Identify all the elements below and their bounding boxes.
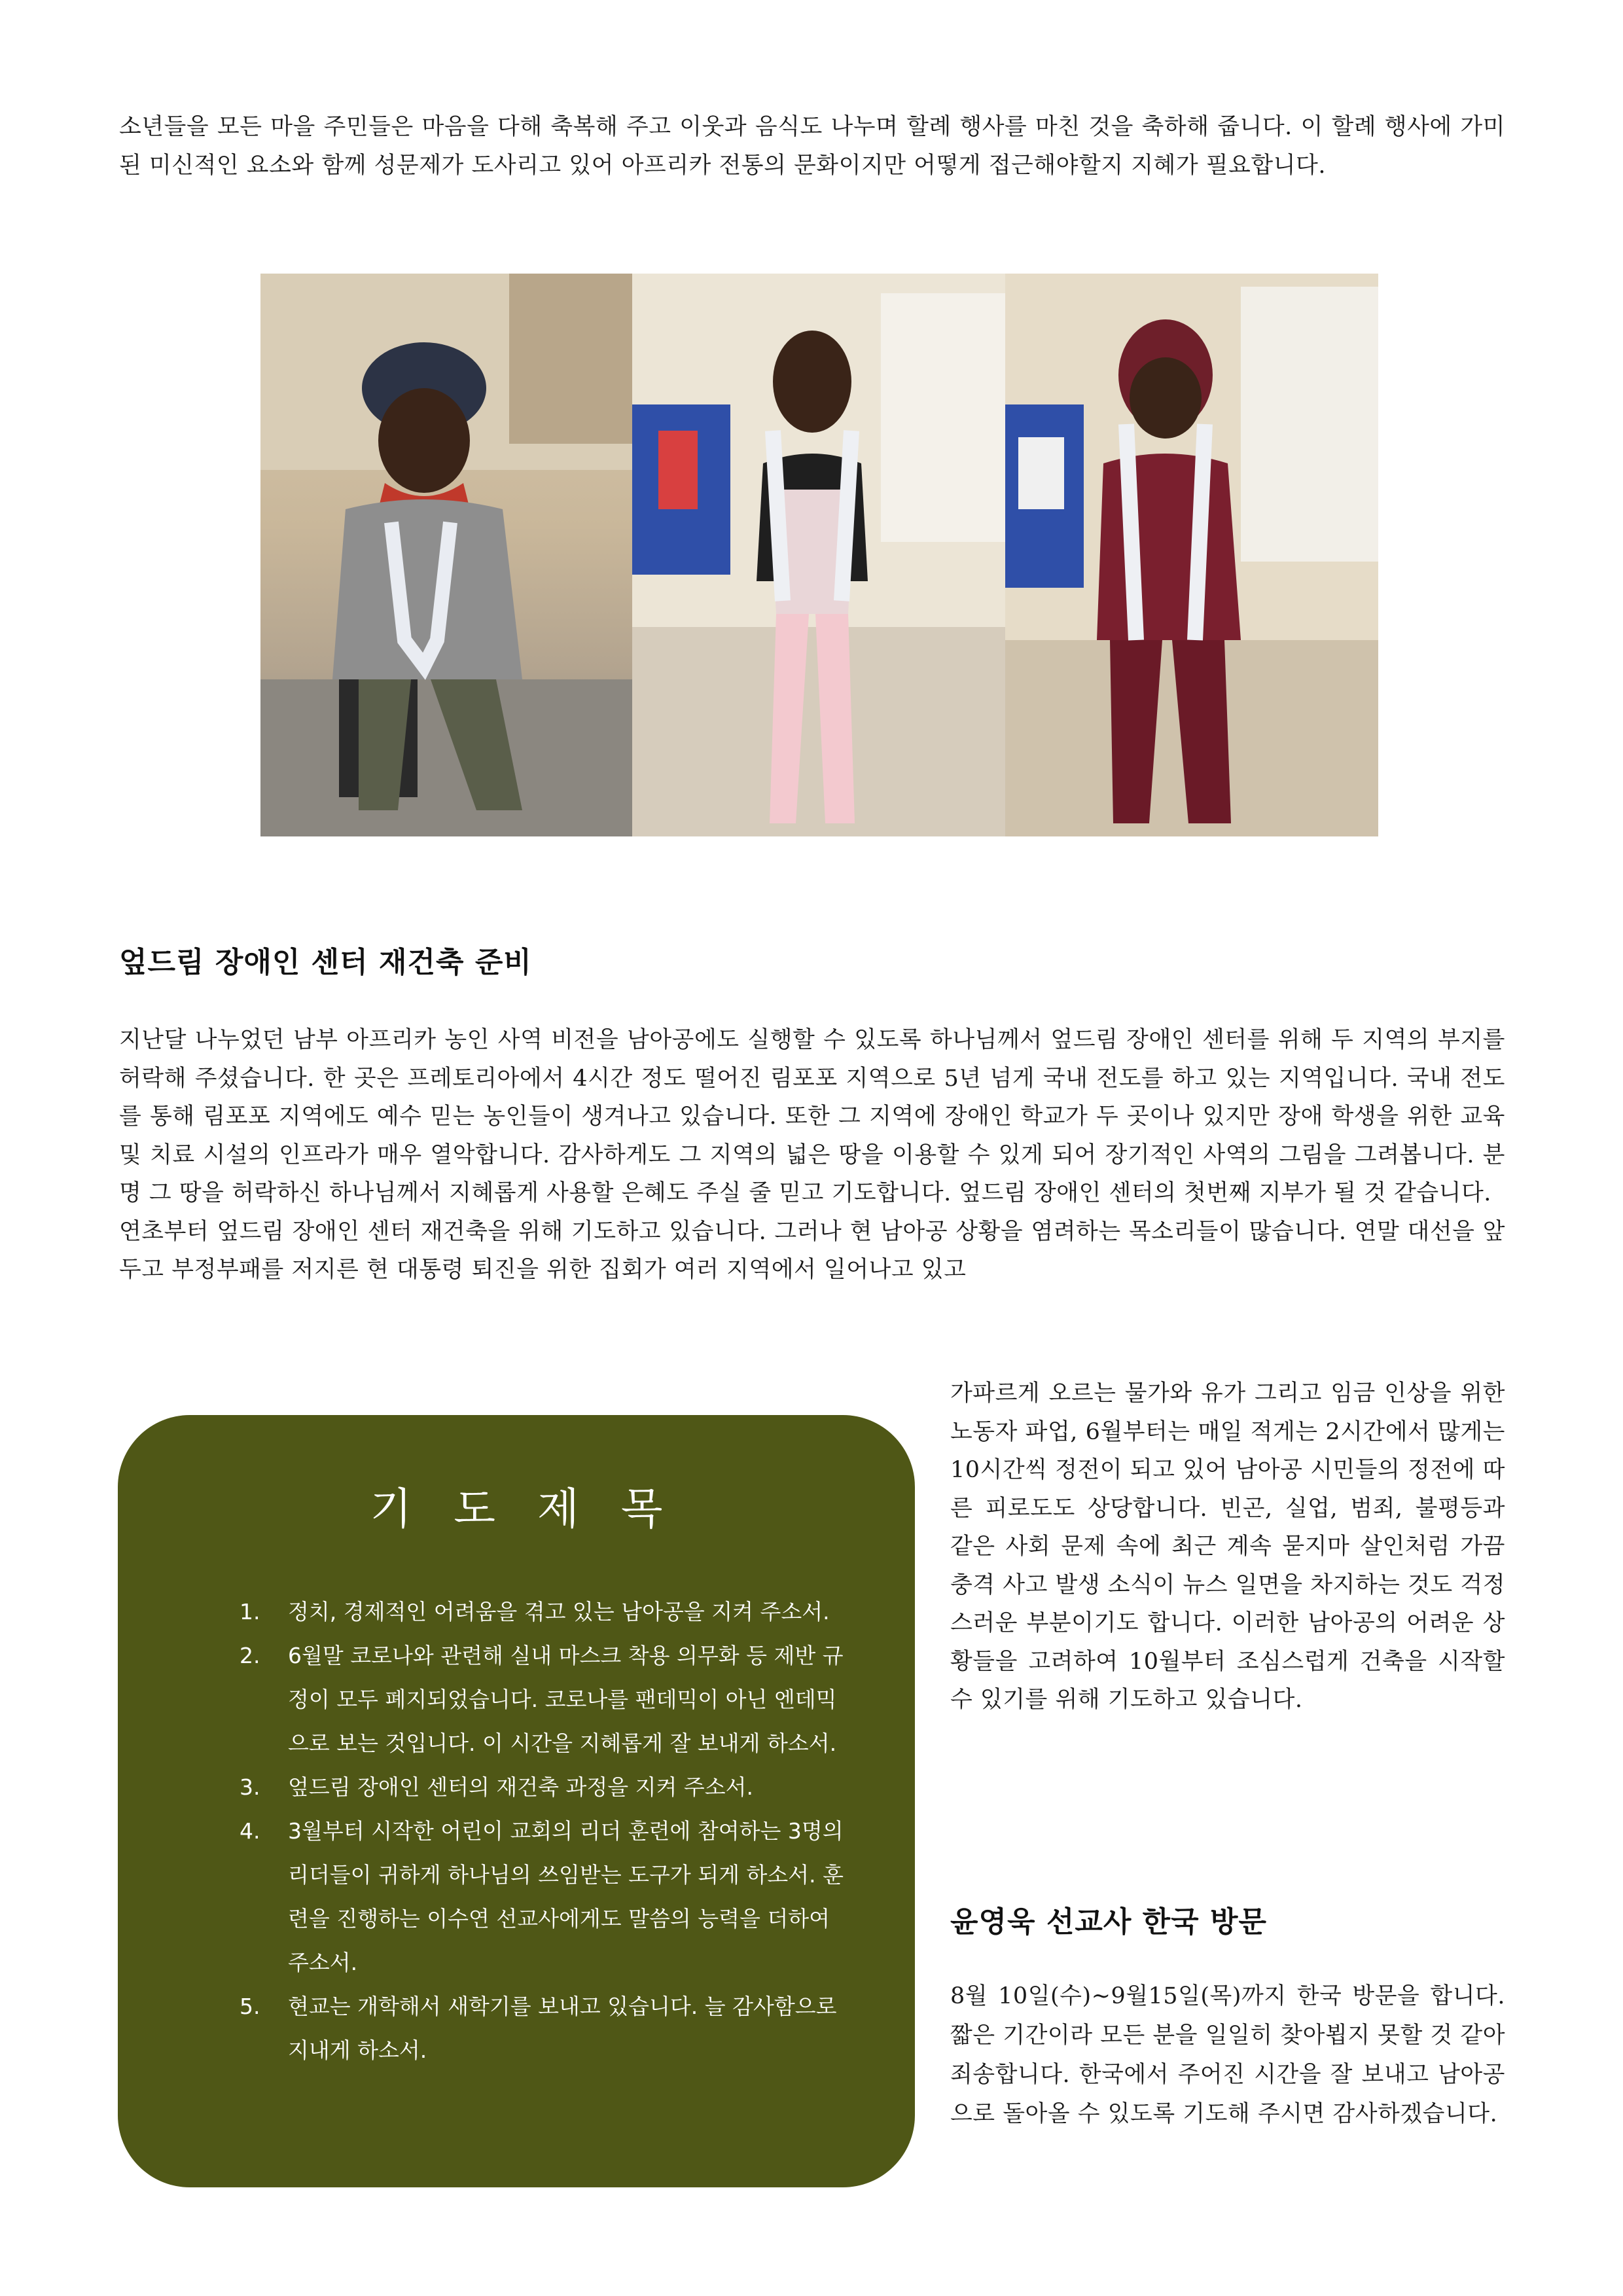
prayer-item [177, 1809, 856, 1984]
section1-paragraph-2-continued: 가파르게 오르는 물가와 유가 그리고 임금 인상을 위한 노동자 파업, 6월부터는 매일 적게는 2시간에서 많게는 10시간씩 정전이 되고 있어 남아공 시민들의 정전에 따른 피로도도 상당합니다. 빈곤, 실업, 범죄, 불평등과 같은 사회 문제 속에 최근 계속 묻지마 살인처럼 가끔 충격 사고 발생 소식이 뉴스 일면을 차지하는 것도 걱정스러운 부분이기도 합니다. 이러한 남아공의 어려운 상황들을 고려하여 10월부터 조심스럽게 건축을 시작할 수 있기를 위해 기도하고 있습니다. [950, 1380, 1505, 1713]
section2-paragraph: 8월 10일(수)~9월15일(목)까지 한국 방문을 합니다. 짧은 기간이라 모든 분을 일일히 찾아뵙지 못할 것 같아 죄송합니다. 한국에서 주어진 시간을 잘 보내고 남아공으로 돌아올 수 있도록 기도해 주시면 감사하겠습니다. [950, 1983, 1505, 2127]
prayer-item [177, 1765, 856, 1809]
prayer-box [118, 1415, 915, 2187]
prayer-item-text: 엎드림 장애인 센터의 재건축 과정을 지켜 주소서. [288, 1774, 753, 1800]
intro-paragraph: 소년들을 모든 마을 주민들은 마음을 다해 축복해 주고 이웃과 음식도 나누며 할례 행사를 마친 것을 축하해 줍니다. 이 할례 행사에 가미된 미신적인 요소와 함께 성문제가 도사리고 있어 아프리카 전통의 문화이지만 어떻게 접근해야할지 지혜가 필요합니다. [119, 114, 1505, 179]
section-title-korea-visit: 윤영욱 선교사 한국 방문 [950, 1905, 1267, 1939]
prayer-item [177, 1634, 856, 1765]
prayer-item-text: 6월말 코로나와 관련해 실내 마스크 착용 의무화 등 제반 규정이 모두 폐지되었습니다. 코로나를 팬데믹이 아닌 엔데믹으로 보는 것입니다. 이 시간을 지혜롭게 잘 보내게 하소서. [288, 1643, 844, 1756]
prayer-title: 기도제목 [370, 1484, 705, 1534]
prayer-list [177, 1590, 856, 2072]
section1-paragraph-1: 지난달 나누었던 남부 아프리카 농인 사역 비전을 남아공에도 실행할 수 있도록 하나님께서 엎드림 장애인 센터를 위해 두 지역의 부지를 허락해 주셨습니다. 한 곳은 프레토리아에서 4시간 정도 떨어진 림포포 지역으로 5년 넘게 국내 전도를 하고 있는 지역입니다. 국내 전도를 통해 림포포 지역에도 예수 믿는 농인들이 생겨나고 있습니다. 또한 그 지역에 장애인 학교가 두 곳이나 있지만 장애 학생을 위한 교육 및 치료 시설의 인프라가 매우 열악합니다. 감사하게도 그 지역의 넓은 땅을 이용할 수 있게 되어 장기적인 사역의 그림을 그려봅니다. 분명 그 땅을 허락하신 하나님께서 지혜롭게 사용할 은혜도 주실 줄 믿고 기도합니다. 엎드림 장애인 센터의 첫번째 지부가 될 것 같습니다. [119, 1027, 1505, 1206]
section-title-center-rebuild: 엎드림 장애인 센터 재건축 준비 [119, 946, 532, 979]
photo-boy-beanie [260, 274, 632, 836]
prayer-item-number: 3. [240, 1774, 260, 1800]
photo-strip [260, 274, 1378, 836]
prayer-item-number: 2. [240, 1643, 260, 1668]
prayer-item-number: 1. [240, 1599, 260, 1624]
photo-girl-pink [632, 274, 1005, 836]
prayer-item-text: 3월부터 시작한 어린이 교회의 리더 훈련에 참여하는 3명의 리더들이 귀하게 하나님의 쓰임받는 도구가 되게 하소서. 훈련을 진행하는 이수연 선교사에게도 말씀의 능력을 더하여 주소서. [288, 1818, 844, 1975]
section1-body [119, 1021, 1505, 1289]
prayer-item-number: 4. [240, 1818, 260, 1844]
prayer-item-text: 현교는 개학해서 새학기를 보내고 있습니다. 늘 감사함으로 지내게 하소서. [288, 1994, 837, 2063]
prayer-item [177, 1590, 856, 1634]
prayer-item-text: 정치, 경제적인 어려움을 겪고 있는 남아공을 지켜 주소서. [288, 1599, 830, 1624]
section1-paragraph-2: 연초부터 엎드림 장애인 센터 재건축을 위해 기도하고 있습니다. 그러나 현 남아공 상황을 염려하는 목소리들이 많습니다. 연말 대선을 앞두고 부정부패를 저지른 현 대통령 퇴진을 위한 집회가 여러 지역에서 일어나고 있고 [119, 1218, 1505, 1283]
prayer-item-number: 5. [240, 1994, 260, 2019]
photo-girl-maroon [1005, 274, 1378, 836]
prayer-item [177, 1984, 856, 2072]
